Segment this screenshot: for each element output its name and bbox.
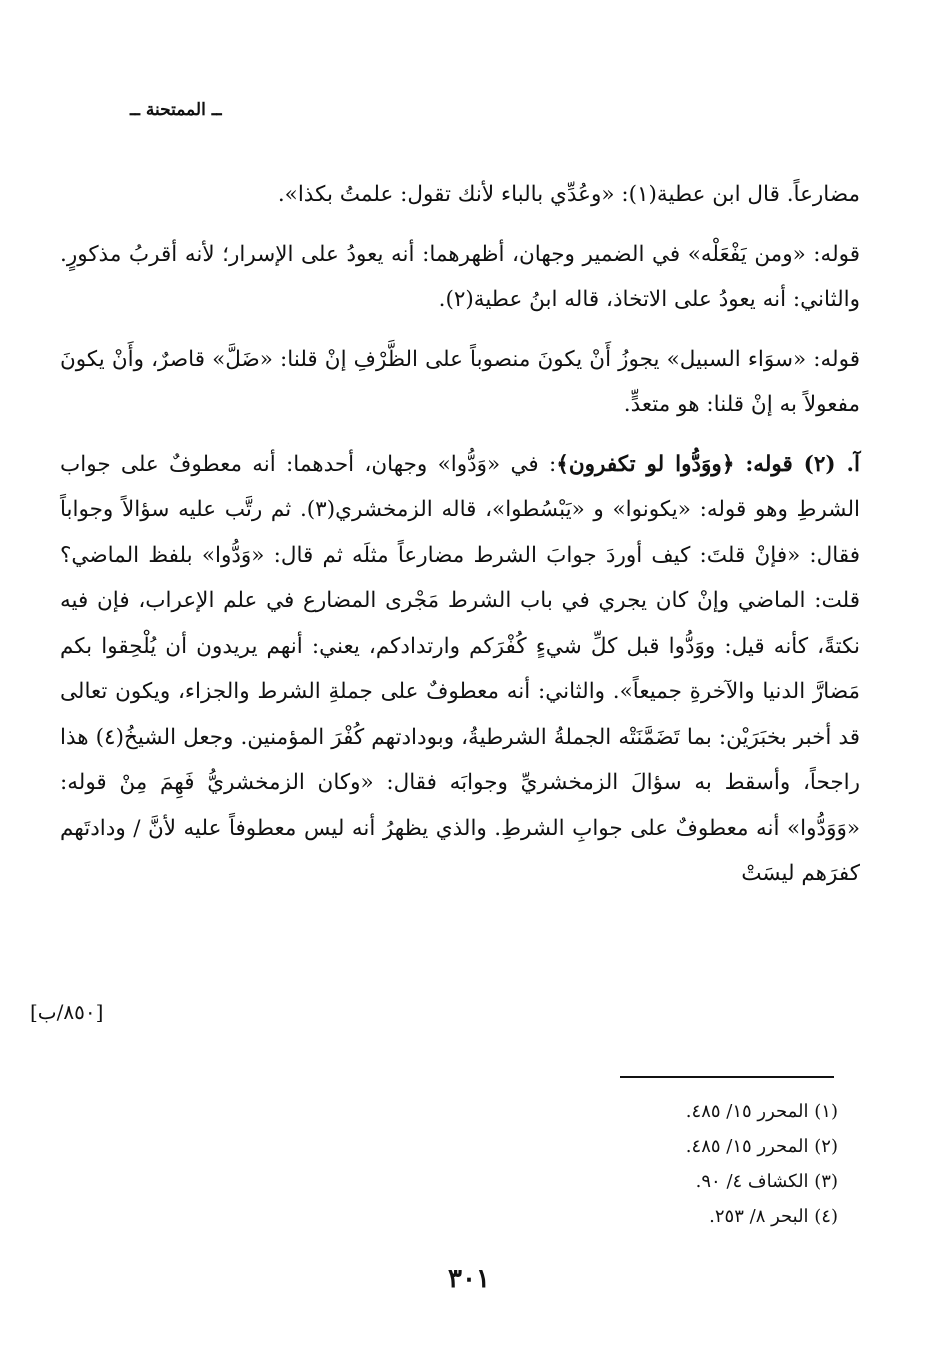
footnote-3: (٣) الكشاف ٤/ ٩٠.	[695, 1171, 838, 1192]
footnote-4: (٤) البحر ٨/ ٢٥٣.	[709, 1206, 838, 1227]
margin-folio-marker: [٨٥٠/ب]	[30, 1000, 104, 1024]
paragraph-4	[60, 442, 860, 897]
footnote-2: (٢) المحرر ١٥/ ٤٨٥.	[685, 1136, 838, 1157]
paragraph-2: قوله: «ومن يَفْعَلْه» في الضمير وجهان، أظهرهما: أنه يعودُ على الإسرار؛ لأنه أقربُ مذكورٍ. والثاني: أنه يعودُ على الاتخاذ، قاله ابنُ عطية(٢).	[60, 241, 860, 312]
paragraph-1: مضارعاً. قال ابن عطية(١): «وعُدِّي بالباء لأنك تقول: علمتُ بكذا».	[277, 182, 860, 207]
footnotes	[686, 1094, 838, 1234]
page-number: ٣٠١	[448, 1264, 490, 1294]
footnote-separator	[620, 1076, 834, 1078]
paragraph-4-text: : في «وَدُّوا» وجهان، أحدهما: أنه معطوفٌ على جواب الشرطِ وهو قوله: «يكونوا» و «يَبْسُطوا»، قاله الزمخشري(٣). ثم رتَّب عليه سؤالاً وجواباً فقال: «فإنْ قلتَ: كيف أوردَ جوابَ الشرط مضارعاً مثلَه ثم قال: «وَدُّوا» بلفظ الماضي؟ قلت: الماضي وإنْ كان يجري في باب الشرط مَجْرى المضارع في علم الإعراب، فإن فيه نكتةً، كأنه قيل: ووَدُّوا قبل كلِّ شيءٍ كُفْرَكم وارتدادكم، يعني: أنهم يريدون أن يُلْحِقوا بكم مَضارَّ الدنيا والآخرةِ جميعاً». والثاني: أنه معطوفٌ على جملةِ الشرط والجزاء، ويكون تعالى قد أخبر بخبَرَيْن: بما تَضَمَّنَتْه الجملةُ الشرطيةُ، وبودادتهم كُفْرَ المؤمنين. وجعل الشيخُ(٤) هذا راجحاً، وأسقط به سؤالَ الزمخشريِّ وجوابَه فقال: «وكان الزمخشريُّ فَهِمَ مِنْ قوله: «وَوَدُّوا» أنه معطوفٌ على جوابِ الشرطِ. والذي يظهرُ أنه ليس معطوفاً عليه لأنَّ / ودادتَهم كفرَهم ليسَتْ	[60, 451, 860, 886]
main-text	[60, 172, 860, 911]
footnote-1: (١) المحرر ١٥/ ٤٨٥.	[685, 1101, 838, 1122]
running-header: ــ الممتحنة ــ	[130, 100, 222, 120]
paragraph-3: قوله: «سوَاء السبيل» يجوزُ أَنْ يكونَ منصوباً على الظَّرْفِ إنْ قلنا: «ضَلَّ» قاصرٌ، وأَنْ يكونَ مفعولاً به إنْ قلنا: هو متعدٍّ.	[60, 346, 860, 417]
verse-lead: آ. (٢) قوله: ﴿ووَدُّوا لو تكفرون﴾	[556, 451, 860, 477]
